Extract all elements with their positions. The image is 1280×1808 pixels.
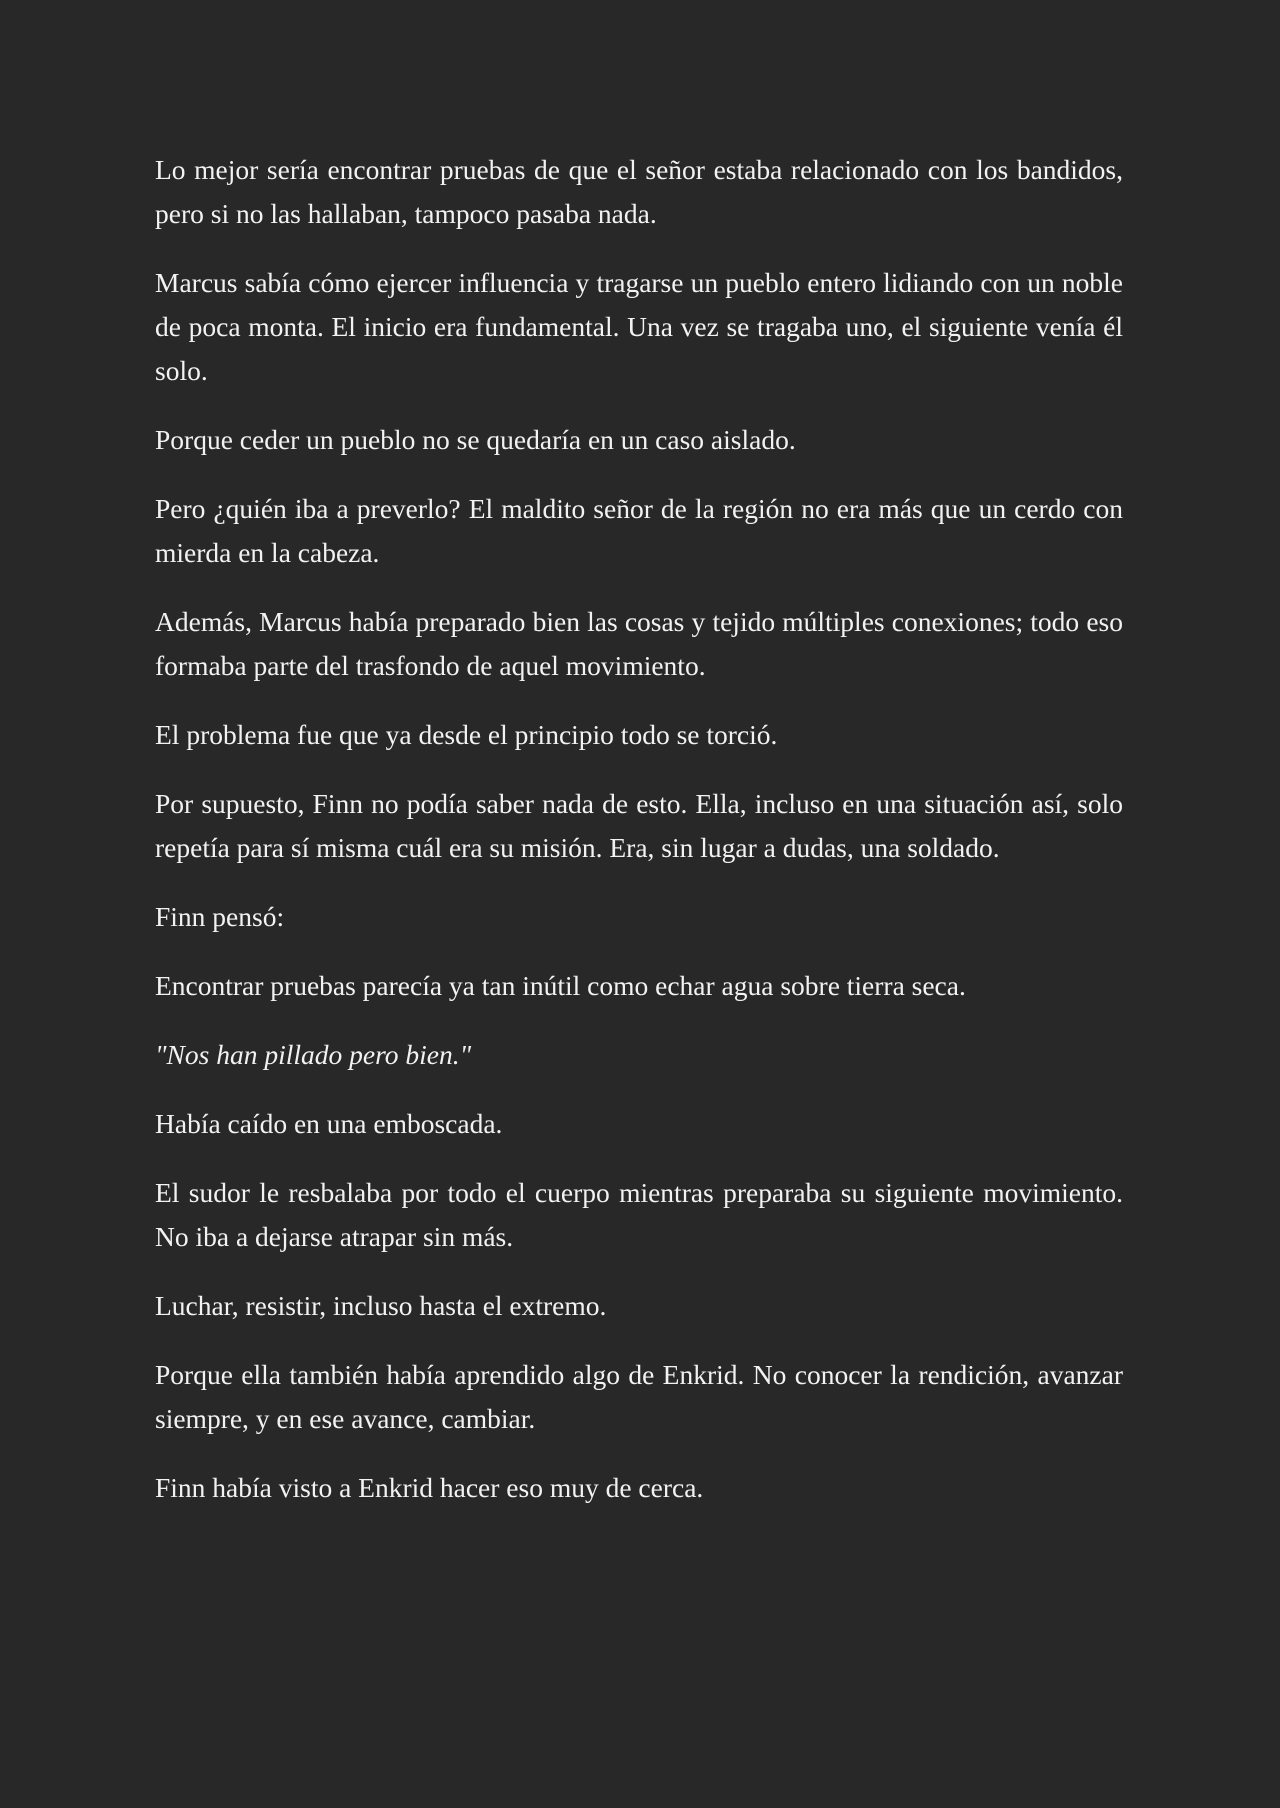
paragraph: Lo mejor sería encontrar pruebas de que el señor estaba relacionado con los bandidos, pero si no las hallaban, tampoco pasaba nada.	[155, 154, 1123, 229]
chapter-text	[155, 148, 1123, 1535]
paragraph: Encontrar pruebas parecía ya tan inútil como echar agua sobre tierra seca.	[155, 970, 966, 1001]
paragraph: Además, Marcus había preparado bien las cosas y tejido múltiples conexiones; todo eso formaba parte del trasfondo de aquel movimiento.	[155, 606, 1123, 681]
paragraph: Porque ceder un pueblo no se quedaría en un caso aislado.	[155, 424, 796, 455]
italic-thought-paragraph: "Nos han pillado pero bien."	[155, 1039, 472, 1070]
paragraph: Pero ¿quién iba a preverlo? El maldito señor de la región no era más que un cerdo con mierda en la cabeza.	[155, 493, 1123, 568]
paragraph: El sudor le resbalaba por todo el cuerpo mientras preparaba su siguiente movimiento. No iba a dejarse atrapar sin más.	[155, 1177, 1123, 1252]
paragraph: Porque ella también había aprendido algo de Enkrid. No conocer la rendición, avanzar siempre, y en ese avance, cambiar.	[155, 1359, 1123, 1434]
paragraph: Marcus sabía cómo ejercer influencia y tragarse un pueblo entero lidiando con un noble de poca monta. El inicio era fundamental. Una vez se tragaba uno, el siguiente venía él solo.	[155, 267, 1123, 386]
paragraph: El problema fue que ya desde el principio todo se torció.	[155, 719, 778, 750]
paragraph: Finn había visto a Enkrid hacer eso muy de cerca.	[155, 1472, 704, 1503]
paragraph: Había caído en una emboscada.	[155, 1108, 503, 1139]
paragraph: Por supuesto, Finn no podía saber nada de esto. Ella, incluso en una situación así, solo repetía para sí misma cuál era su misión. Era, sin lugar a dudas, una soldado.	[155, 788, 1123, 863]
paragraph: Luchar, resistir, incluso hasta el extremo.	[155, 1290, 607, 1321]
paragraph: Finn pensó:	[155, 901, 285, 932]
